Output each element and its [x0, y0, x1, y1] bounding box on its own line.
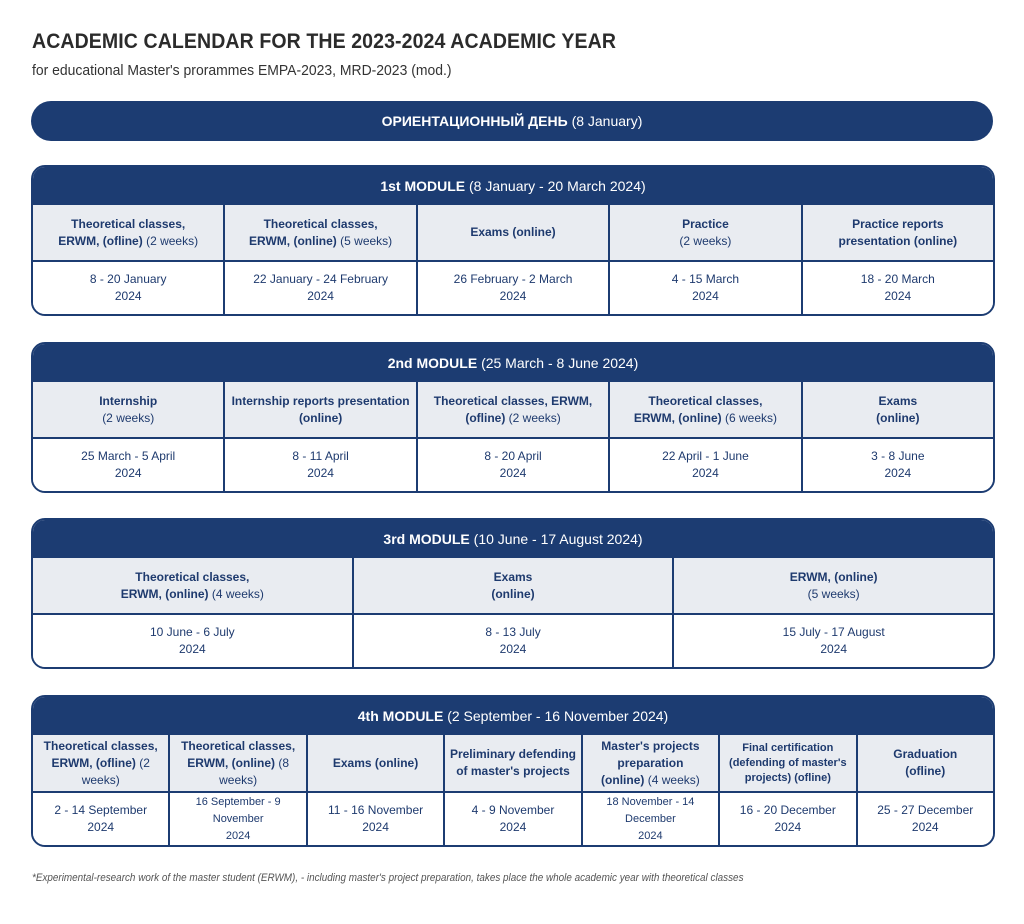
- date-cell: [352, 613, 673, 667]
- cell-text: Theoretical classes, ERWM,: [433, 393, 593, 408]
- module-4: [31, 695, 995, 847]
- date-cell: [608, 437, 800, 491]
- date-cell: [718, 791, 855, 845]
- cell-text: (6 weeks): [724, 410, 777, 425]
- date-cell: [608, 260, 800, 314]
- date-cell: [33, 791, 168, 845]
- cell-text: Theoretical classes,: [71, 216, 186, 231]
- cell-text: (2 weeks): [508, 410, 561, 425]
- activity-label: [581, 735, 718, 791]
- date-cell: [801, 437, 993, 491]
- cell-text: projects) (ofline): [744, 771, 831, 784]
- module-range: (25 March - 8 June 2024): [481, 355, 639, 371]
- date-cell: [223, 260, 415, 314]
- date-cell: [416, 260, 608, 314]
- cell-text: (4 weeks): [211, 586, 264, 601]
- cell-text: (2 weeks): [102, 410, 155, 425]
- cell-text: Practice: [682, 216, 729, 231]
- cell-text: ERWM, (online): [789, 569, 878, 584]
- date-cell: [416, 437, 608, 491]
- cell-text: 2024: [114, 289, 142, 303]
- cell-text: Internship: [99, 393, 158, 408]
- cell-text: (2 weeks): [679, 233, 732, 248]
- cell-text: Internship reports presentation: [231, 393, 410, 408]
- cell-text: 3 - 8 June: [871, 449, 925, 463]
- date-cell: [443, 791, 580, 845]
- page-subtitle: for educational Master's prorammes EMPA-2023, MRD-2023 (mod.): [32, 62, 452, 79]
- cell-text: 22 January - 24 February: [253, 272, 388, 286]
- cell-text: 22 April - 1 June: [662, 449, 749, 463]
- activity-labels-row: [33, 205, 993, 260]
- cell-text: Exams: [493, 569, 533, 584]
- dates-row: [33, 437, 993, 491]
- date-cell: [168, 791, 305, 845]
- cell-text: (ofline): [905, 764, 946, 778]
- footnote: *Experimental-research work of the master student (ERWM), - including master's project preparation, takes place the whole academic year with theoretical classes: [32, 872, 744, 884]
- cell-text: 2024: [87, 820, 115, 834]
- cell-text: 2024: [884, 289, 912, 303]
- activity-label: [718, 735, 855, 791]
- activity-label: [801, 205, 993, 260]
- module-1: [31, 165, 995, 316]
- cell-text: 2024: [692, 289, 719, 303]
- cell-text: 8 - 20 April: [484, 449, 542, 463]
- date-cell: [306, 791, 443, 845]
- cell-text: Exams (online): [470, 225, 556, 239]
- activity-label: [33, 382, 223, 437]
- activity-label: [416, 205, 608, 260]
- cell-text: 18 November - 14 December: [606, 795, 695, 825]
- cell-text: 8 - 13 July: [485, 625, 541, 639]
- cell-text: (5 weeks): [807, 586, 860, 601]
- module-range: (10 June - 17 August 2024): [473, 531, 643, 547]
- date-cell: [223, 437, 415, 491]
- cell-text: (ofline): [465, 410, 506, 425]
- cell-text: (defending of master's: [729, 756, 847, 769]
- cell-text: 2024: [499, 466, 527, 480]
- cell-text: 26 February - 2 March: [453, 272, 573, 286]
- cell-text: Exams: [878, 393, 918, 408]
- cell-text: Graduation: [893, 747, 958, 761]
- cell-text: 2024: [774, 820, 802, 834]
- orientation-day-banner: [31, 101, 993, 141]
- activity-label: [608, 205, 800, 260]
- activity-labels-row: [33, 735, 993, 791]
- cell-text: 8 - 20 January: [89, 272, 167, 286]
- module-header: [33, 344, 993, 382]
- cell-text: 2024: [638, 829, 663, 842]
- activity-label: [856, 735, 993, 791]
- cell-text: 16 September - 9 November: [195, 795, 281, 825]
- cell-text: ERWM, (ofline): [58, 233, 143, 248]
- module-3: [31, 518, 995, 669]
- cell-text: 15 July - 17 August: [782, 625, 885, 639]
- cell-text: Master's projects preparation: [601, 738, 700, 770]
- cell-text: Exams (online): [332, 755, 419, 770]
- cell-text: 18 - 20 March: [860, 272, 935, 286]
- activity-label: [672, 558, 993, 613]
- cell-text: (online): [876, 410, 920, 425]
- cell-text: 4 - 15 March: [671, 272, 740, 286]
- activity-label: [168, 735, 305, 791]
- cell-text: 25 March - 5 April: [81, 449, 176, 463]
- activity-label: [608, 382, 800, 437]
- cell-text: 2024: [307, 289, 334, 303]
- cell-text: 10 June - 6 July: [149, 625, 235, 639]
- activity-label: [306, 735, 443, 791]
- module-range: (8 January - 20 March 2024): [469, 178, 646, 194]
- cell-text: 2024: [225, 829, 251, 842]
- cell-text: Final certification: [742, 741, 834, 754]
- cell-text: (2 weeks): [146, 233, 199, 248]
- dates-row: [33, 260, 993, 314]
- activity-label: [33, 735, 168, 791]
- cell-text: (online): [298, 410, 343, 425]
- cell-text: Practice reports: [852, 216, 944, 231]
- cell-text: (online): [491, 586, 535, 601]
- dates-row: [33, 613, 993, 667]
- cell-text: 25 - 27 December: [877, 803, 974, 817]
- date-cell: [33, 613, 352, 667]
- module-header: [33, 697, 993, 735]
- cell-text: (4 weeks): [647, 772, 700, 787]
- cell-text: of master's projects: [456, 764, 570, 778]
- module-name: 3rd MODULE: [383, 531, 470, 547]
- activity-label: [801, 382, 993, 437]
- date-cell: [801, 260, 993, 314]
- cell-text: 16 - 20 December: [739, 803, 836, 817]
- activity-label: [416, 382, 608, 437]
- cell-text: Theoretical classes,: [263, 216, 378, 231]
- cell-text: (8 weeks): [219, 755, 290, 787]
- module-2: [31, 342, 995, 493]
- date-cell: [581, 791, 718, 845]
- orientation-dates: (8 January): [571, 113, 643, 129]
- date-cell: [33, 437, 223, 491]
- cell-text: (2 weeks): [81, 755, 150, 787]
- activity-labels-row: [33, 558, 993, 613]
- cell-text: 2024: [884, 466, 912, 480]
- cell-text: 2024: [307, 466, 334, 480]
- date-cell: [33, 260, 223, 314]
- dates-row: [33, 791, 993, 845]
- activity-label: [443, 735, 580, 791]
- module-range: (2 September - 16 November 2024): [447, 708, 669, 724]
- cell-text: Theoretical classes,: [648, 393, 763, 408]
- activity-label: [33, 205, 223, 260]
- date-cell: [672, 613, 993, 667]
- cell-text: Preliminary defending: [449, 747, 576, 761]
- module-header: [33, 167, 993, 205]
- cell-text: (5 weeks): [340, 233, 393, 248]
- cell-text: Theoretical classes,: [135, 569, 250, 584]
- cell-text: 4 - 9 November: [471, 803, 555, 817]
- cell-text: 2024: [178, 642, 206, 656]
- cell-text: 2 - 14 September: [54, 803, 148, 817]
- cell-text: ERWM, (online): [249, 233, 337, 248]
- module-header: [33, 520, 993, 558]
- module-name: 1st MODULE: [380, 178, 466, 194]
- cell-text: 2024: [911, 820, 939, 834]
- cell-text: ERWM, (online): [187, 755, 276, 770]
- date-cell: [856, 791, 993, 845]
- cell-text: 2024: [499, 820, 527, 834]
- cell-text: 2024: [114, 466, 142, 480]
- activity-label: [223, 205, 415, 260]
- cell-text: ERWM, (ofline): [51, 755, 136, 770]
- cell-text: 2024: [499, 642, 527, 656]
- page-title: ACADEMIC CALENDAR FOR THE 2023-2024 ACADEMIC YEAR: [32, 30, 617, 53]
- cell-text: 2024: [362, 820, 389, 834]
- cell-text: (online): [601, 772, 645, 787]
- cell-text: 2024: [692, 466, 719, 480]
- cell-text: 11 - 16 November: [327, 803, 424, 817]
- module-name: 4th MODULE: [357, 708, 444, 724]
- cell-text: 8 - 11 April: [292, 449, 349, 463]
- cell-text: 2024: [820, 642, 848, 656]
- module-name: 2nd MODULE: [387, 355, 478, 371]
- orientation-label: ОРИЕНТАЦИОННЫЙ ДЕНЬ: [381, 113, 568, 129]
- cell-text: Theoretical classes,: [181, 738, 296, 753]
- activity-labels-row: [33, 382, 993, 437]
- activity-label: [352, 558, 673, 613]
- cell-text: ERWM, (online): [120, 586, 209, 601]
- cell-text: ERWM, (online): [633, 410, 722, 425]
- activity-label: [33, 558, 352, 613]
- activity-label: [223, 382, 415, 437]
- cell-text: presentation (online): [838, 233, 958, 248]
- cell-text: Theoretical classes,: [43, 738, 158, 753]
- cell-text: 2024: [499, 289, 527, 303]
